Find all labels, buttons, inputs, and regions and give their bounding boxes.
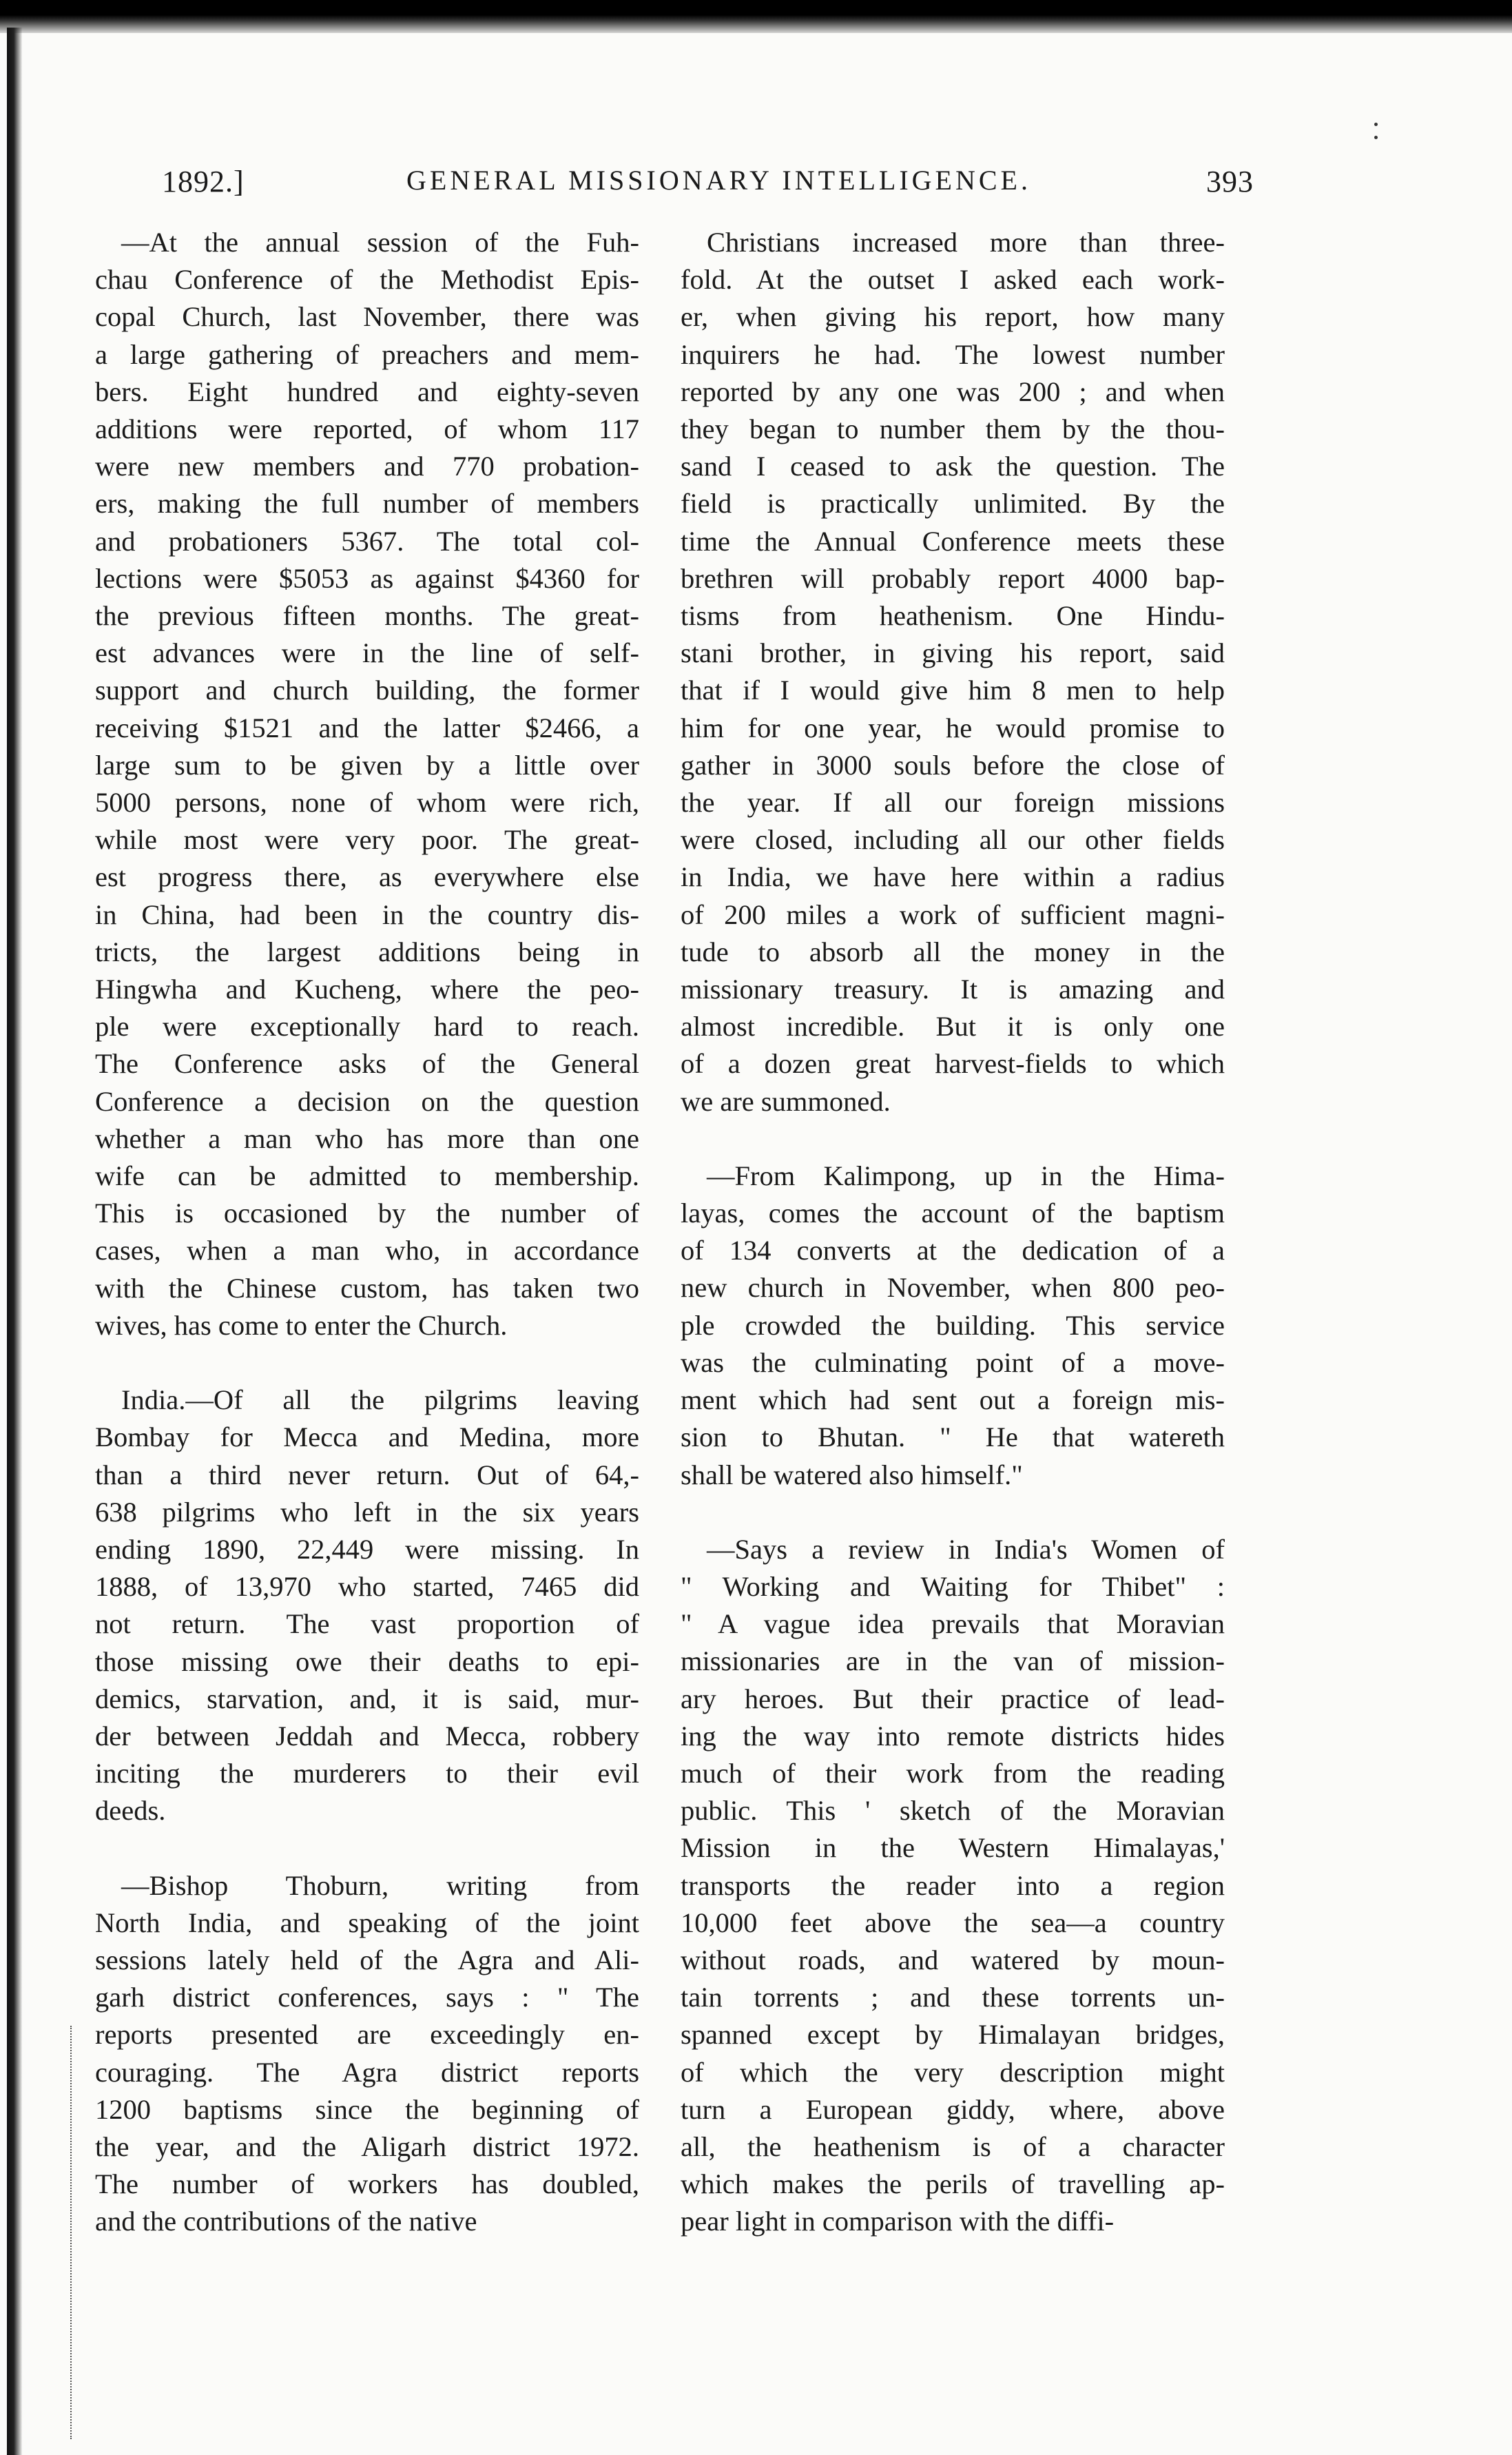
margin-marks xyxy=(70,2026,76,2439)
text-line: 1888, of 13,970 who started, 7465 did xyxy=(95,1571,639,1603)
text-line: fold. At the outset I asked each work- xyxy=(681,264,1225,296)
text-line: ing the way into remote districts hides xyxy=(681,1720,1225,1752)
text-line: 10,000 feet above the sea—a country xyxy=(681,1907,1225,1938)
text-line: layas, comes the account of the baptism xyxy=(681,1198,1225,1229)
text-line: 638 pilgrims who left in the six years xyxy=(95,1496,639,1528)
paragraph-gap xyxy=(95,1830,639,1867)
text-line: was the culminating point of a move- xyxy=(681,1346,1225,1378)
text-line: 5000 persons, none of whom were rich, xyxy=(95,787,639,819)
text-line: of which the very description might xyxy=(681,2056,1225,2088)
text-line: garh district conferences, says : " The xyxy=(95,1982,639,2013)
text-line: ple crowded the building. This service xyxy=(681,1309,1225,1341)
text-line: " Working and Waiting for Thibet" : xyxy=(681,1570,1225,1602)
text-line: wives, has come to enter the Church. xyxy=(95,1309,508,1341)
text-line: than a third never return. Out of 64,- xyxy=(95,1459,639,1490)
text-line: cases, when a man who, in accordance xyxy=(95,1235,639,1266)
paragraph xyxy=(95,1381,639,1829)
text-line: missionaries are in the van of mission- xyxy=(681,1645,1225,1677)
text-line: North India, and speaking of the joint xyxy=(95,1907,639,1938)
text-line: wife can be admitted to membership. xyxy=(95,1160,639,1192)
text-line: 1200 baptisms since the beginning of xyxy=(95,2093,639,2125)
text-line: The number of workers has doubled, xyxy=(95,2168,639,2200)
text-line: with the Chinese custom, has taken two xyxy=(95,1272,639,1304)
text-line: turn a European giddy, where, above xyxy=(681,2093,1225,2125)
text-line: of 200 miles a work of sufficient magni- xyxy=(681,898,1225,930)
text-line: sessions lately held of the Agra and Ali- xyxy=(95,1944,639,1975)
paragraph xyxy=(95,1867,639,2241)
text-line: demics, starvation, and, it is said, mur- xyxy=(95,1683,639,1714)
text-line: large sum to be given by a little over xyxy=(95,749,639,781)
text-line: and the contributions of the native xyxy=(95,2206,477,2237)
text-line: that if I would give him 8 men to help xyxy=(681,675,1225,706)
text-line: Conference a decision on the question xyxy=(95,1085,639,1117)
text-line: shall be watered also himself." xyxy=(681,1459,1023,1490)
text-line: were new members and 770 probation- xyxy=(95,451,639,482)
text-line: not return. The vast proportion of xyxy=(95,1608,639,1640)
paragraph-gap xyxy=(681,1494,1225,1531)
header-year: 1892.] xyxy=(162,165,245,198)
text-line: —From Kalimpong, up in the Hima- xyxy=(707,1160,1225,1191)
text-line: deeds. xyxy=(95,1795,166,1827)
text-line: all, the heathenism is of a character xyxy=(681,2130,1225,2162)
text-line: of a dozen great harvest-fields to which xyxy=(681,1048,1225,1080)
text-line: tisms from heathenism. One Hindu- xyxy=(681,600,1225,632)
text-line: copal Church, last November, there was xyxy=(95,301,639,333)
text-line: ending 1890, 22,449 were missing. In xyxy=(95,1533,639,1565)
text-line: support and church building, the former xyxy=(95,675,639,706)
text-line: transports the reader into a region xyxy=(681,1869,1225,1901)
text-line: in China, had been in the country dis- xyxy=(95,898,639,930)
text-line: chau Conference of the Methodist Epis- xyxy=(95,264,639,296)
text-line: —Says a review in India's Women of xyxy=(707,1533,1225,1565)
text-line: bers. Eight hundred and eighty-seven xyxy=(95,376,639,407)
left-column xyxy=(95,224,639,2241)
paragraph-gap xyxy=(95,1344,639,1381)
text-line: This is occasioned by the number of xyxy=(95,1198,639,1229)
text-line: ment which had sent out a foreign mis- xyxy=(681,1384,1225,1416)
text-line: those missing owe their deaths to epi- xyxy=(95,1645,639,1677)
paragraph xyxy=(681,224,1225,1120)
text-line: missionary treasury. It is amazing and xyxy=(681,974,1225,1005)
text-line: reports presented are exceedingly en- xyxy=(95,2019,639,2051)
text-line: brethren will probably report 4000 bap- xyxy=(681,562,1225,594)
text-line: tricts, the largest additions being in xyxy=(95,936,639,967)
text-line: him for one year, he would promise to xyxy=(681,712,1225,743)
text-line: tude to absorb all the money in the xyxy=(681,936,1225,967)
text-line: India.—Of all the pilgrims leaving xyxy=(121,1384,639,1416)
text-line: the previous fifteen months. The great- xyxy=(95,600,639,632)
text-line: er, when giving his report, how many xyxy=(681,301,1225,333)
paragraph xyxy=(681,1158,1225,1494)
text-line: sand I ceased to ask the question. The xyxy=(681,451,1225,482)
text-line: of 134 converts at the dedication of a xyxy=(681,1235,1225,1266)
text-line: pear light in comparison with the diffi- xyxy=(681,2206,1115,2237)
text-line: whether a man who has more than one xyxy=(95,1122,639,1154)
text-line: Hingwha and Kucheng, where the peo- xyxy=(95,974,639,1005)
text-line: Bombay for Mecca and Medina, more xyxy=(95,1421,639,1453)
paragraph xyxy=(95,224,639,1344)
text-line: stani brother, in giving his report, said xyxy=(681,637,1225,669)
text-line: der between Jeddah and Mecca, robbery xyxy=(95,1720,639,1752)
text-line: lections were $5053 as against $4360 for xyxy=(95,562,639,594)
text-line: receiving $1521 and the latter $2466, a xyxy=(95,712,639,743)
text-line: the year, and the Aligarh district 1972. xyxy=(95,2130,639,2162)
text-line: inciting the murderers to their evil xyxy=(95,1758,639,1789)
left-scan-edge xyxy=(7,28,22,2455)
paragraph xyxy=(681,1531,1225,2241)
text-line: ers, making the full number of members xyxy=(95,488,639,520)
text-line: est advances were in the line of self- xyxy=(95,637,639,669)
text-line: Christians increased more than three- xyxy=(707,227,1225,258)
text-line: we are summoned. xyxy=(681,1085,891,1117)
paragraph-gap xyxy=(681,1120,1225,1158)
running-title: GENERAL MISSIONARY INTELLIGENCE. xyxy=(406,165,1031,196)
text-line: —Bishop Thoburn, writing from xyxy=(121,1869,639,1901)
text-line: a large gathering of preachers and mem- xyxy=(95,338,639,370)
text-line: —At the annual session of the Fuh- xyxy=(121,227,639,258)
text-line: much of their work from the reading xyxy=(681,1757,1225,1789)
text-line: public. This ' sketch of the Moravian xyxy=(681,1795,1225,1827)
text-line: new church in November, when 800 peo- xyxy=(681,1272,1225,1304)
text-line: ple were exceptionally hard to reach. xyxy=(95,1011,639,1042)
text-line: inquirers he had. The lowest number xyxy=(681,338,1225,370)
text-line: spanned except by Himalayan bridges, xyxy=(681,2019,1225,2051)
text-line: reported by any one was 200 ; and when xyxy=(681,376,1225,407)
text-line: est progress there, as everywhere else xyxy=(95,861,639,893)
text-line: The Conference asks of the General xyxy=(95,1048,639,1080)
text-line: in India, we have here within a radius xyxy=(681,861,1225,893)
text-line: tain torrents ; and these torrents un- xyxy=(681,1982,1225,2013)
right-column xyxy=(681,224,1225,2241)
margin-dots xyxy=(1374,123,1378,150)
text-line: which makes the perils of travelling ap- xyxy=(681,2168,1225,2200)
text-line: almost incredible. But it is only one xyxy=(681,1011,1225,1042)
running-header xyxy=(162,164,1254,205)
text-line: were closed, including all our other fields xyxy=(681,824,1225,856)
text-line: the year. If all our foreign missions xyxy=(681,787,1225,819)
text-line: couraging. The Agra district reports xyxy=(95,2056,639,2088)
text-line: while most were very poor. The great- xyxy=(95,824,639,856)
text-line: " A vague idea prevails that Moravian xyxy=(681,1608,1225,1640)
text-line: additions were reported, of whom 117 xyxy=(95,413,639,445)
text-line: and probationers 5367. The total col- xyxy=(95,525,639,557)
top-scan-edge xyxy=(0,0,1512,33)
page-number: 393 xyxy=(1206,165,1254,198)
text-line: gather in 3000 souls before the close of xyxy=(681,749,1225,781)
text-line: time the Annual Conference meets these xyxy=(681,525,1225,557)
text-line: sion to Bhutan. " He that watereth xyxy=(681,1421,1225,1453)
text-line: Mission in the Western Himalayas,' xyxy=(681,1832,1225,1864)
text-line: field is practically unlimited. By the xyxy=(681,488,1225,520)
text-line: without roads, and watered by moun- xyxy=(681,1944,1225,1975)
text-line: ary heroes. But their practice of lead- xyxy=(681,1683,1225,1714)
text-line: they began to number them by the thou- xyxy=(681,413,1225,445)
